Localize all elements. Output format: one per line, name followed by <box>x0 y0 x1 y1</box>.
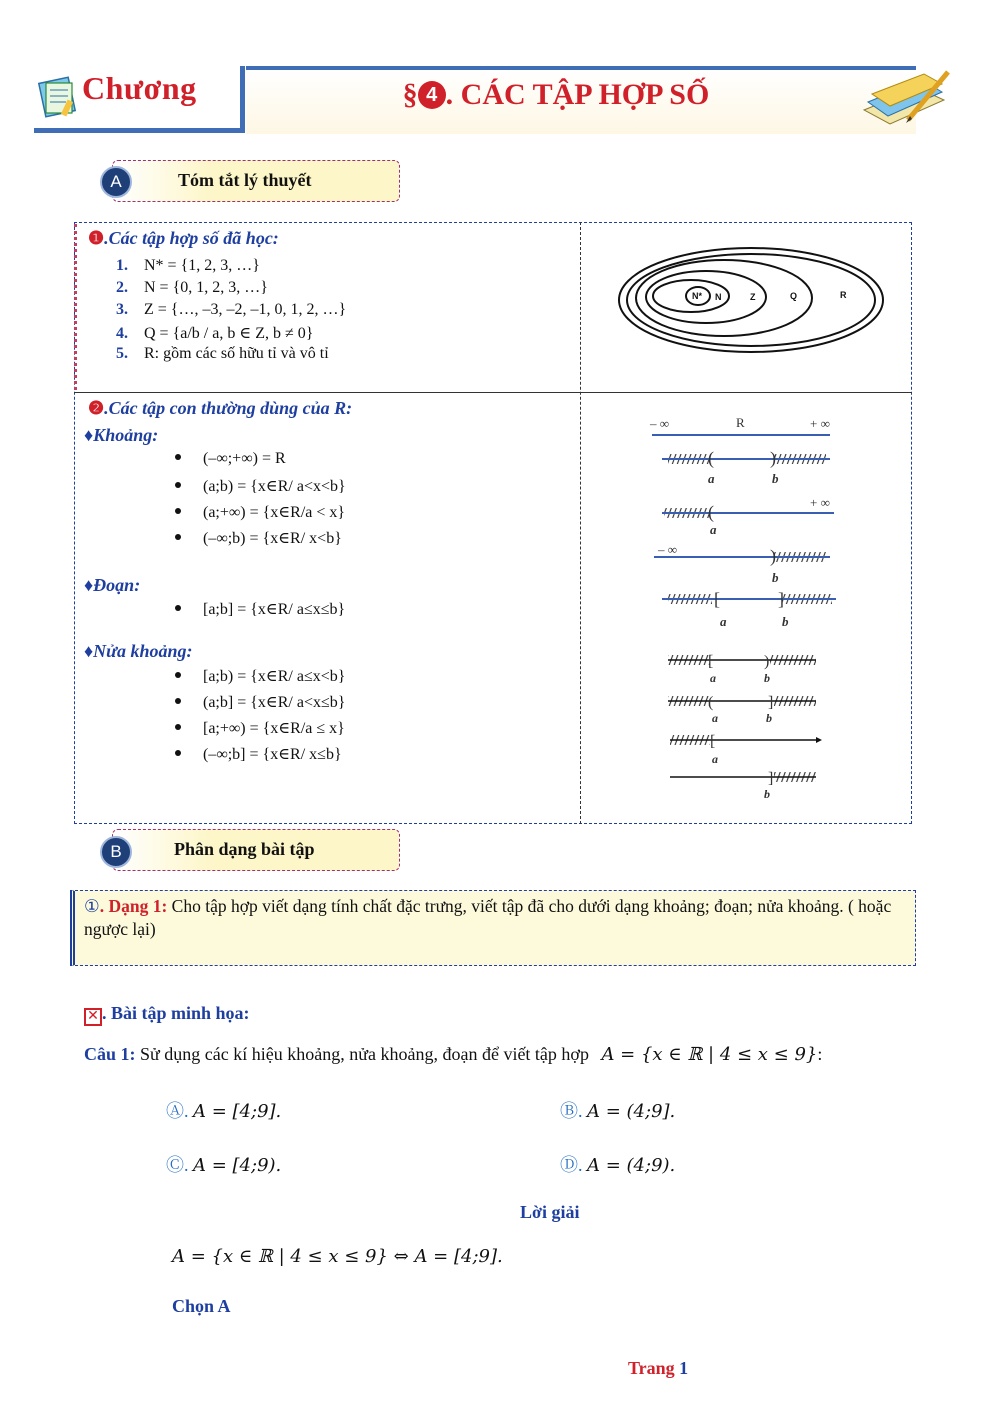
nua-khoang-list <box>175 666 345 770</box>
venn-label: N <box>715 292 722 302</box>
svg-text:a: a <box>720 614 727 629</box>
examples-heading-text: . Bài tập minh họa: <box>102 1003 250 1023</box>
svg-text:– ∞: – ∞ <box>658 542 678 557</box>
page-label: Trang <box>628 1358 675 1378</box>
list-item: (a;b) = {x∈R/ a<x<b} <box>175 476 346 502</box>
dang-description <box>84 895 904 941</box>
svg-text:+ ∞: + ∞ <box>810 495 830 510</box>
svg-text:b: b <box>772 570 779 585</box>
chapter-label: Chương <box>82 70 197 106</box>
table-row-divider <box>74 392 912 393</box>
list-item: (–∞;b] = {x∈R/ x≤b} <box>175 744 345 770</box>
part2-heading-text: .Các tập con thường dùng của R: <box>104 398 353 418</box>
svg-text:]: ] <box>778 589 784 609</box>
venn-label: R <box>840 290 847 300</box>
list-item: 5. R: gồm các số hữu tỉ và vô tỉ <box>116 345 329 362</box>
page-number: 1 <box>679 1358 689 1378</box>
R-label: R <box>736 415 745 430</box>
number-line-diagrams <box>640 410 850 805</box>
checkbox-x-icon: ✕ <box>84 1008 102 1026</box>
plus-infinity-label: + ∞ <box>810 416 830 431</box>
title-number: 4 <box>418 81 446 109</box>
question-1 <box>84 1044 822 1065</box>
table-accent <box>74 224 77 390</box>
examples-heading <box>84 1003 250 1026</box>
option-b[interactable]: Ⓑ. A = (4;9]. <box>560 1101 676 1122</box>
section-a-title: Tóm tắt lý thuyết <box>178 170 312 190</box>
dang-number: ① <box>84 896 100 916</box>
list-item: 1. N* = {1, 2, 3, …} <box>116 257 260 274</box>
answer: Chọn A <box>172 1296 231 1316</box>
list-item: (–∞;+∞) = R <box>175 450 346 476</box>
doan-heading: ♦Đoạn: <box>84 575 141 595</box>
svg-text:(: ( <box>708 694 714 711</box>
part2-number: ❷ <box>88 398 105 418</box>
svg-text:b: b <box>772 471 779 486</box>
part1-heading-text: .Các tập hợp số đã học: <box>104 228 279 248</box>
list-item: (a;+∞) = {x∈R/a < x} <box>175 502 346 528</box>
number-sets-venn-diagram <box>606 244 896 356</box>
list-item: [a;b] = {x∈R/ a≤x≤b} <box>175 599 345 625</box>
option-a[interactable]: Ⓐ. A = [4;9]. <box>166 1101 282 1122</box>
title-symbol: § <box>402 78 418 111</box>
svg-text:a: a <box>710 671 716 685</box>
list-item: 2. N = {0, 1, 2, 3, …} <box>116 279 268 296</box>
venn-label: Z <box>750 292 756 302</box>
svg-text:): ) <box>764 653 770 670</box>
venn-label: Q <box>790 291 798 301</box>
question-set-expr: A = {x ∈ ℝ | 4 ≤ x ≤ 9} <box>601 1044 818 1065</box>
dang-label: . Dạng 1: <box>99 896 168 916</box>
section-b-badge: B <box>100 836 132 868</box>
option-c[interactable]: Ⓒ. A = [4;9). <box>166 1155 282 1176</box>
part1-number: ❶ <box>88 228 105 248</box>
title-text: . CÁC TẬP HỢP SỐ <box>445 78 710 111</box>
solution-heading: Lời giải <box>520 1202 580 1222</box>
minus-infinity-label: – ∞ <box>650 416 670 431</box>
svg-text:a: a <box>712 711 718 725</box>
books-pencil-icon <box>858 66 952 137</box>
svg-text:a: a <box>708 471 715 486</box>
svg-text:a: a <box>710 522 717 537</box>
list-item: 3. Z = {…, –3, –2, –1, 0, 1, 2, …} <box>116 301 347 318</box>
page-title <box>246 78 866 112</box>
svg-text:[: [ <box>710 733 716 750</box>
page-footer <box>628 1358 688 1379</box>
solution-expr: A = {x ∈ ℝ | 4 ≤ x ≤ 9} ⇔ A = [4;9]. <box>172 1246 503 1267</box>
section-b-title: Phân dạng bài tập <box>174 839 315 859</box>
svg-text:b: b <box>764 671 770 685</box>
number-sets-list <box>116 257 346 367</box>
svg-text:): ) <box>770 546 776 566</box>
svg-text:(: ( <box>708 448 714 468</box>
svg-text:b: b <box>782 614 789 629</box>
question-label: Câu 1: <box>84 1044 136 1064</box>
svg-text:): ) <box>770 448 776 468</box>
list-item: (–∞;b) = {x∈R/ x<b} <box>175 528 346 554</box>
svg-text:[: [ <box>714 589 720 609</box>
table-column-divider <box>580 222 581 824</box>
question-tail: : <box>817 1044 823 1064</box>
option-d[interactable]: Ⓓ. A = (4;9). <box>560 1155 676 1176</box>
part1-heading <box>88 228 279 249</box>
dang-text: Cho tập hợp viết dạng tính chất đặc trưng, viết tập đã cho dưới dạng khoảng; đoạn; nửa khoảng. ( hoặc ngược lại) <box>84 896 892 939</box>
svg-text:b: b <box>764 787 770 801</box>
svg-text:[: [ <box>708 653 714 670</box>
list-item: [a;+∞) = {x∈R/a ≤ x} <box>175 718 345 744</box>
notebook-icon <box>36 74 82 125</box>
nua-khoang-heading: ♦Nửa khoảng: <box>84 641 193 661</box>
list-item: [a;b) = {x∈R/ a≤x<b} <box>175 666 345 692</box>
list-item: (a;b] = {x∈R/ a<x≤b} <box>175 692 345 718</box>
venn-label: N* <box>692 291 703 301</box>
svg-text:b: b <box>766 711 772 725</box>
khoang-list <box>175 450 346 554</box>
svg-text:(: ( <box>708 502 714 522</box>
part2-heading <box>88 398 352 419</box>
svg-text:]: ] <box>768 770 774 787</box>
khoang-heading: ♦Khoảng: <box>84 425 159 445</box>
list-item: 4. Q = {a/b / a, b ∈ Z, b ≠ 0} <box>116 325 314 342</box>
svg-text:a: a <box>712 752 718 766</box>
svg-text:]: ] <box>768 694 774 711</box>
doan-list <box>175 599 345 625</box>
section-a-badge: A <box>100 166 132 198</box>
question-text: Sử dụng các kí hiệu khoảng, nửa khoảng, đoạn để viết tập hợp <box>135 1044 594 1064</box>
